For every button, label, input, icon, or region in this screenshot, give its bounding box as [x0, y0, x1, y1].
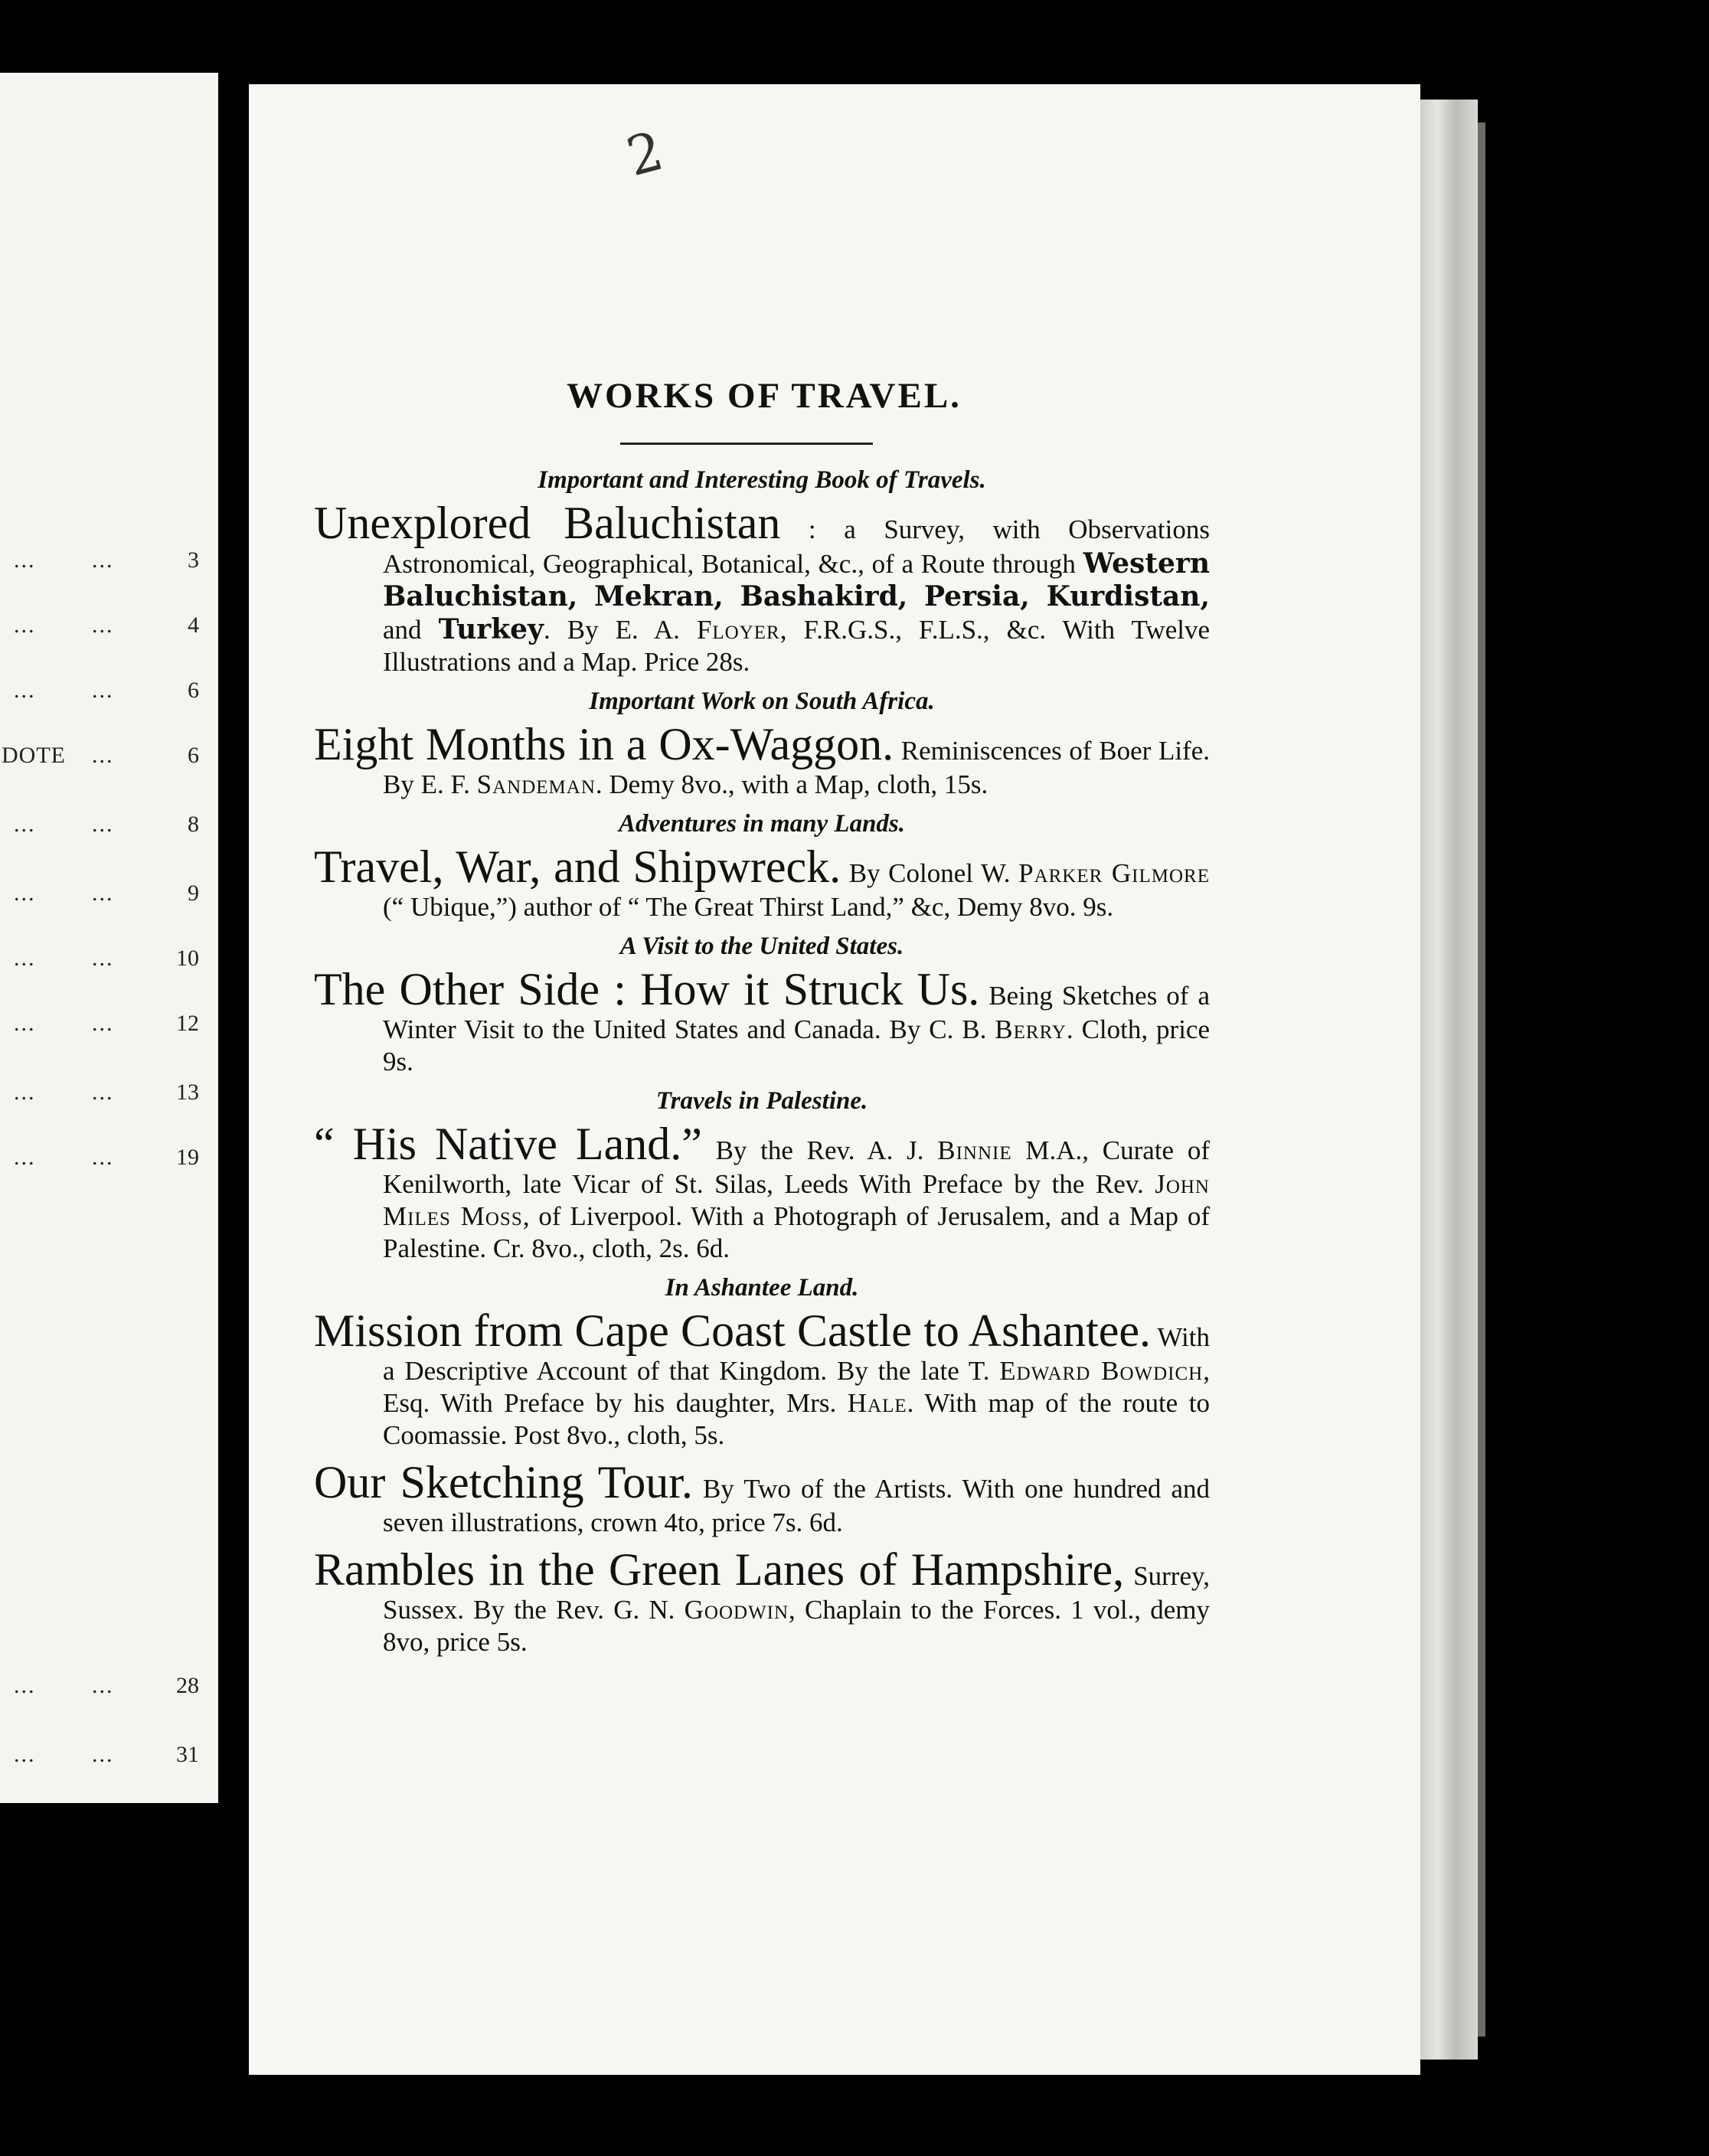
entry-text: , of Liverpool. With a Photograph of Jerusalem, and a Map of Palestine. Cr. 8vo., cloth, 2s. 6d.	[383, 1201, 1211, 1263]
entry-body	[314, 842, 1210, 923]
entry-text: By Colonel W.	[841, 858, 1019, 888]
entry-subheading: Important and Interesting Book of Travels.	[538, 466, 986, 494]
toc-dots: ...	[92, 612, 114, 638]
entry-subheading: Travels in Palestine.	[655, 1087, 868, 1115]
entry-text: Being Sketches of a Winter Visit to the United States and Canada. By C. B.	[383, 981, 1210, 1044]
entry-author: Parker Gilmore	[1018, 858, 1210, 888]
toc-row	[0, 1080, 207, 1110]
toc-dots: ...	[14, 1011, 36, 1036]
toc-dots: ...	[92, 743, 114, 768]
toc-page-number: 12	[176, 1011, 199, 1036]
toc-dots: ...	[14, 1080, 36, 1105]
entry-subheading: A Visit to the United States.	[619, 933, 904, 960]
entry-baluchistan	[314, 463, 1210, 678]
toc-page-number: 10	[176, 946, 199, 971]
entry-title: Our Sketching Tour.	[314, 1457, 693, 1508]
pencil-mark: 2	[620, 119, 670, 189]
entry-text: M.A., Curate of Kenilworth, late Vicar of St. Silas, Leeds With Preface by the Rev.	[383, 1135, 1210, 1199]
entry-title: The Other Side : How it Struck Us.	[314, 964, 980, 1014]
toc-row	[0, 678, 207, 708]
entry-author: Hale	[847, 1388, 907, 1418]
entry-title: Unexplored Baluchistan	[314, 498, 781, 548]
entry-title: Travel, War, and Shipwreck.	[314, 841, 841, 892]
toc-label: DOTE	[2, 743, 66, 768]
toc-page-number: 31	[176, 1742, 199, 1767]
left-page-fragment	[0, 73, 218, 1803]
entry-author: Sandeman	[476, 769, 596, 799]
entry-text: Reminiscences of Boer Life. By E. F.	[383, 736, 1210, 799]
entry-title: Rambles in the Green Lanes of Hampshire,	[314, 1544, 1125, 1595]
toc-row	[0, 612, 207, 643]
entry-subheading: Important Work on South Africa.	[589, 688, 935, 715]
toc-page-number: 4	[188, 612, 199, 638]
toc-page-number: 28	[176, 1673, 199, 1698]
entry-body	[314, 1458, 1210, 1539]
entry-text: With a Descriptive Account of that Kingdom. By the late T.	[383, 1322, 1210, 1386]
toc-page-number: 13	[176, 1080, 199, 1105]
entry-title: Eight Months in a Ox-Waggon.	[314, 719, 894, 769]
toc-row	[0, 1673, 207, 1704]
toc-dots: ...	[92, 812, 114, 837]
entry-author: Edward Bowdich	[999, 1356, 1204, 1386]
entry-native-land	[314, 1084, 1210, 1265]
toc-page-number: 9	[188, 880, 199, 906]
toc-row	[0, 880, 207, 911]
toc-row	[0, 547, 207, 578]
toc-row	[0, 946, 207, 976]
entry-author: John Miles Moss	[383, 1169, 1210, 1231]
entry-rambles	[314, 1545, 1210, 1658]
entry-body	[314, 1119, 1210, 1265]
entry-author: Floyer	[696, 615, 780, 645]
entries-list	[314, 463, 1210, 1664]
toc-dots: ...	[92, 1080, 114, 1105]
toc-page-number: 6	[188, 743, 199, 768]
entry-author: Binnie	[937, 1135, 1012, 1165]
toc-row	[0, 1145, 207, 1175]
page-edges	[1420, 100, 1478, 2060]
toc-dots: ...	[92, 1742, 114, 1767]
entry-title: Mission from Cape Coast Castle to Ashantee.	[314, 1305, 1152, 1356]
entry-text: , F.R.G.S., F.L.S., &c. With Twelve Illustrations and a Map. Price 28s.	[383, 615, 1210, 677]
toc-dots: ...	[14, 1673, 36, 1698]
page-heading: WORKS OF TRAVEL.	[567, 376, 962, 416]
entry-text: , Esq. With Preface by his daughter, Mrs.	[383, 1356, 1210, 1418]
entry-author: Goodwin	[684, 1595, 789, 1625]
toc-page-number: 6	[188, 678, 199, 703]
entry-text: By the Rev. A. J.	[701, 1135, 938, 1165]
toc-dots: ...	[92, 547, 114, 573]
toc-dots: ...	[92, 1145, 114, 1170]
toc-dots: ...	[14, 612, 36, 638]
toc-dots: ...	[92, 1673, 114, 1698]
entry-body	[314, 720, 1210, 801]
entry-body	[314, 965, 1210, 1078]
toc-row	[0, 743, 207, 773]
toc-dots: ...	[14, 880, 36, 906]
book-gutter	[218, 73, 249, 1803]
entry-body	[314, 1306, 1210, 1452]
toc-dots: ...	[14, 946, 36, 971]
toc-dots: ...	[14, 547, 36, 573]
entry-text: . By E. A.	[543, 615, 697, 645]
entry-ashantee	[314, 1271, 1210, 1452]
entry-body	[314, 1545, 1210, 1658]
toc-row	[0, 812, 207, 842]
entry-body	[314, 498, 1210, 678]
entry-text: . Demy 8vo., with a Map, cloth, 15s.	[595, 769, 988, 799]
toc-dots: ...	[14, 678, 36, 703]
toc-page-number: 8	[188, 812, 199, 837]
entry-bold-text: Turkey	[438, 613, 544, 645]
entry-bold-text: Western Baluchistan, Mekran, Bashakird, Persia, Kurdistan,	[383, 547, 1210, 612]
toc-dots: ...	[14, 1742, 36, 1767]
toc-dots: ...	[14, 812, 36, 837]
toc-row	[0, 1742, 207, 1772]
entry-subheading: Adventures in many Lands.	[618, 810, 906, 838]
toc-dots: ...	[92, 946, 114, 971]
toc-dots: ...	[14, 1145, 36, 1170]
entry-text: (“ Ubique,”) author of “ The Great Thirst Land,” &c, Demy 8vo. 9s.	[383, 892, 1114, 922]
entry-text: By Two of the Artists. With one hundred and seven illustrations, crown 4to, price 7s. 6d.	[383, 1474, 1211, 1537]
entry-text: : a Survey, with Observations Astronomical, Geographical, Botanical, &c., of a Route through	[383, 514, 1211, 579]
toc-row	[0, 1011, 207, 1041]
toc-page-number: 19	[176, 1145, 199, 1170]
entry-text: . Cloth, price 9s.	[383, 1014, 1210, 1076]
entry-other-side	[314, 929, 1210, 1078]
entry-text: Surrey, Sussex. By the Rev. G. N.	[383, 1561, 1210, 1625]
toc-dots: ...	[92, 880, 114, 906]
toc-dots: ...	[92, 1011, 114, 1036]
entry-subheading: In Ashantee Land.	[665, 1274, 859, 1302]
entry-author: Berry	[995, 1014, 1067, 1044]
entry-sketching-tour	[314, 1458, 1210, 1539]
entry-text: , Chaplain to the Forces. 1 vol., demy 8vo, price 5s.	[383, 1595, 1210, 1657]
toc-page-number: 3	[188, 547, 199, 573]
toc-dots: ...	[92, 678, 114, 703]
entry-title: “ His Native Land.”	[314, 1119, 702, 1169]
entry-shipwreck	[314, 807, 1210, 923]
entry-text: and	[383, 615, 439, 645]
entry-ox-waggon	[314, 684, 1210, 801]
page-edge-shadow	[1478, 122, 1485, 2037]
heading-rule	[620, 443, 873, 445]
entry-text: . With map of the route to Coomassie. Post 8vo., cloth, 5s.	[383, 1388, 1210, 1450]
